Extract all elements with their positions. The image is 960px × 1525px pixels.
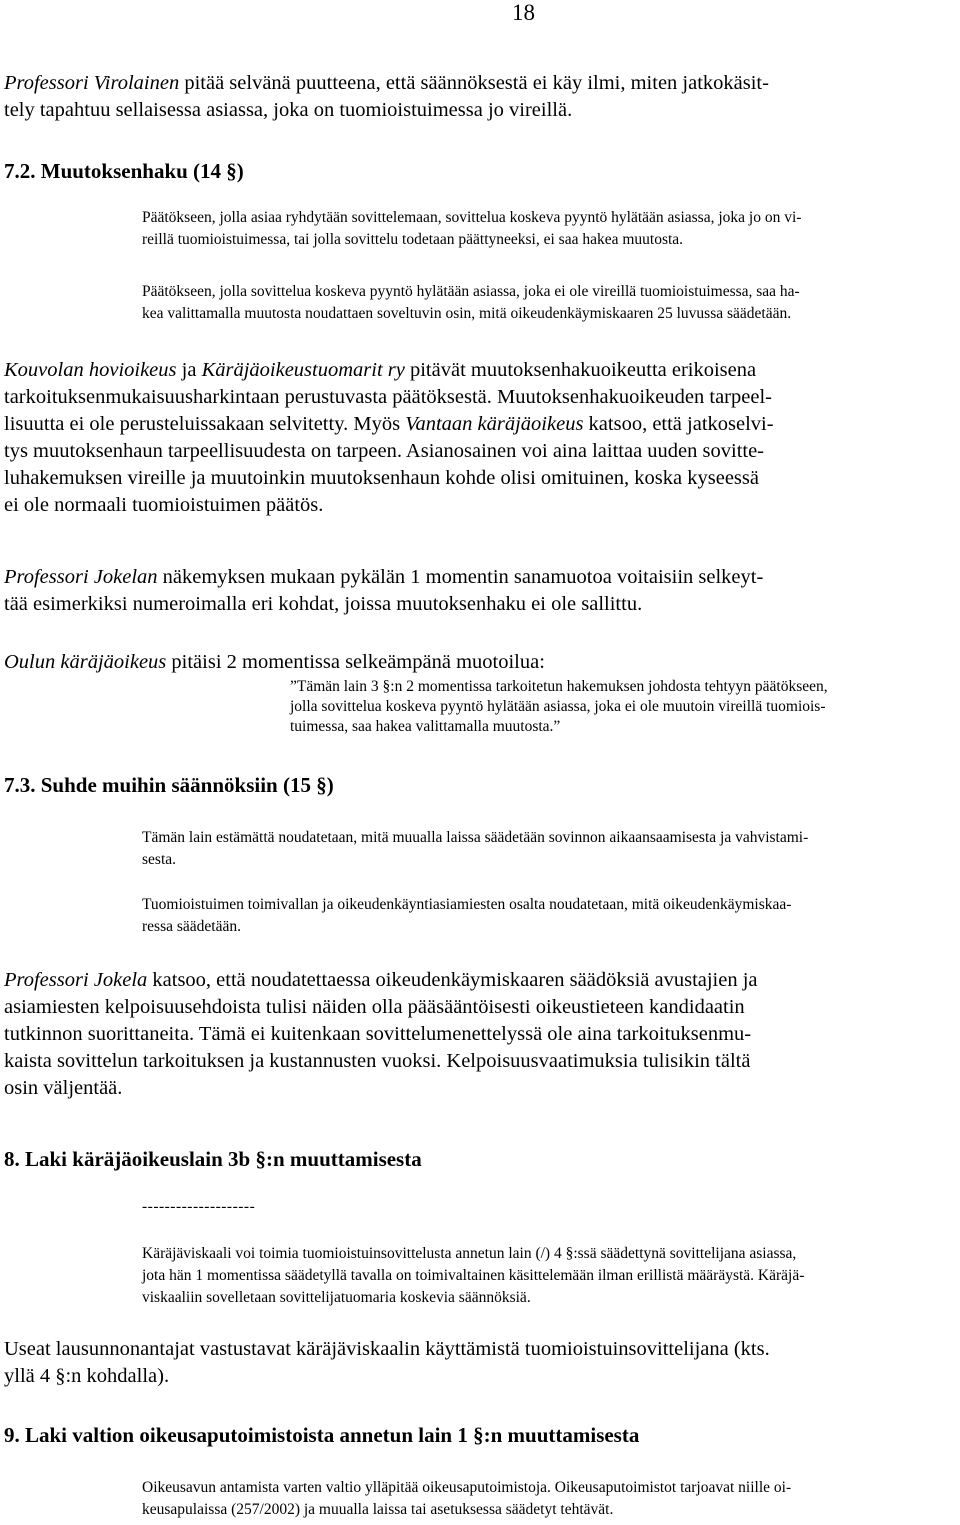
paragraph-lausunnonantajat: Useat lausunnonantajat vastustavat käräjäviskaalin käyttämistä tuomioistuinsovittelijana (kts. yllä 4 §:n kohdalla). — [4, 1338, 770, 1387]
person-name: Professori Virolainen — [4, 72, 180, 94]
org-name: Vantaan käräjäoikeus — [405, 413, 584, 435]
section-heading-8: 8. Laki käräjäoikeuslain 3b §:n muuttamisesta — [4, 1147, 422, 1171]
person-name: Professori Jokelan — [4, 566, 158, 588]
paragraph-kouvola: Kouvolan hovioikeus ja Käräjäoikeustuomarit ry pitävät muutoksenhakuoikeutta erikoisena tarkoituksenmukaisuusharkintaan perustuvasta päätöksestä. Muutoksenhakuoikeuden tarpeel- lisuutta ei ole perusteluissakaan selvitetty. Myös Vantaan käräjäoikeus katsoo, että jatkoselvi- tys muutoksenhaun tarpeellisuudesta on tarpeen. Asianosainen voi aina laittaa uuden sovitte- luhakemuksen vireille ja muutoinkin muutoksenhaun kohde olisi omituinen, koska kyseessä ei ole normaali tuomioistuimen päätös. — [4, 359, 774, 516]
section-heading-7-3: 7.3. Suhde muihin säännöksiin (15 §) — [4, 773, 334, 797]
quote-paragraph: ”Tämän lain 3 §:n 2 momentissa tarkoitetun hakemuksen johdosta tehtyyn päätökseen, jolla sovittelua koskeva pyyntö hylätään asiassa, joka ei ole muutoin vireillä tuomiois- tuimessa, saa hakea valittamalla muutosta.” — [290, 678, 828, 735]
paragraph-virolainen: Professori Virolainen pitää selvänä puutteena, että säännöksestä ei käy ilmi, miten jatkokäsit- tely tapahtuu sellaisessa asiassa, joka on tuomioistuimessa jo vireillä. — [4, 72, 769, 121]
section-heading-7-2: 7.2. Muutoksenhaku (14 §) — [4, 159, 244, 183]
person-name: Professori Jokela — [4, 969, 148, 991]
quote-paragraph: Tuomioistuimen toimivallan ja oikeudenkäyntiasiamiesten osalta noudatetaan, mitä oikeudenkäymiskaa- ressa säädetään. — [142, 896, 792, 935]
org-name: Oulun käräjäoikeus — [4, 651, 167, 673]
quote-paragraph: Päätökseen, jolla asiaa ryhdytään sovittelemaan, sovittelua koskeva pyyntö hylätään asiassa, joka jo on vi- reillä tuomioistuimessa, tai jolla sovittelu todetaan päättyneeksi, ei saa hakea muutosta. — [142, 209, 802, 248]
paragraph-jokela-1: Professori Jokelan näkemyksen mukaan pykälän 1 momentin sanamuotoa voitaisiin selkeyt- tää esimerkiksi numeroimalla eri kohdat, joissa muutoksenhaku ei ole sallittu. — [4, 566, 764, 615]
quote-paragraph: Tämän lain estämättä noudatetaan, mitä muualla laissa säädetään sovinnon aikaansaamisesta ja vahvistami- sesta. — [142, 829, 809, 868]
quote-paragraph: Oikeusavun antamista varten valtio ylläpitää oikeusaputoimistoja. Oikeusaputoimistot tarjoavat niille oi- keusapulaissa (257/2002) ja muualla laissa tai asetuksessa säädetyt tehtävät. — [142, 1479, 792, 1518]
section-heading-9: 9. Laki valtion oikeusaputoimistoista annetun lain 1 §:n muuttamisesta — [4, 1423, 640, 1447]
org-name: Käräjäoikeustuomarit ry — [201, 359, 405, 381]
quote-paragraph: Päätökseen, jolla sovittelua koskeva pyyntö hylätään asiassa, joka ei ole vireillä tuomioistuimessa, saa ha- kea valittamalla muutosta noudattaen soveltuvin osin, mitä oikeudenkäymiskaaren 25 luvussa säädetään. — [142, 283, 800, 322]
quote-paragraph: Käräjäviskaali voi toimia tuomioistuinsovittelusta annetun lain (/) 4 §:ssä säädettynä sovittelijana asiassa, jota hän 1 momentissa säädetyllä tavalla on toimivaltainen käsittelemään ilman erillistä määräystä. Käräjä- viskaaliin sovelletaan sovittelijatuomaria koskevia säännöksiä. — [142, 1245, 805, 1306]
paragraph-oulu: Oulun käräjäoikeus pitäisi 2 momentissa selkeämpänä muotoilua: — [4, 651, 545, 673]
separator: -------------------- — [142, 1198, 256, 1215]
org-name: Kouvolan hovioikeus — [4, 359, 177, 381]
paragraph-jokela-2: Professori Jokela katsoo, että noudatettaessa oikeudenkäymiskaaren säädöksiä avustajien ja asiamiesten kelpoisuusehdoista tulisi näiden olla pääsääntöisesti oikeustieteen kandidaatin tutkinnon suorittaneita. Tämä ei kuitenkaan sovittelumenettelyssä ole aina tarkoituksenmu- kaista sovittelun tarkoituksen ja kustannusten vuoksi. Kelpoisuusvaatimuksia tulisikin tältä osin väljentää. — [4, 969, 758, 1099]
page-number: 18 — [512, 0, 535, 25]
